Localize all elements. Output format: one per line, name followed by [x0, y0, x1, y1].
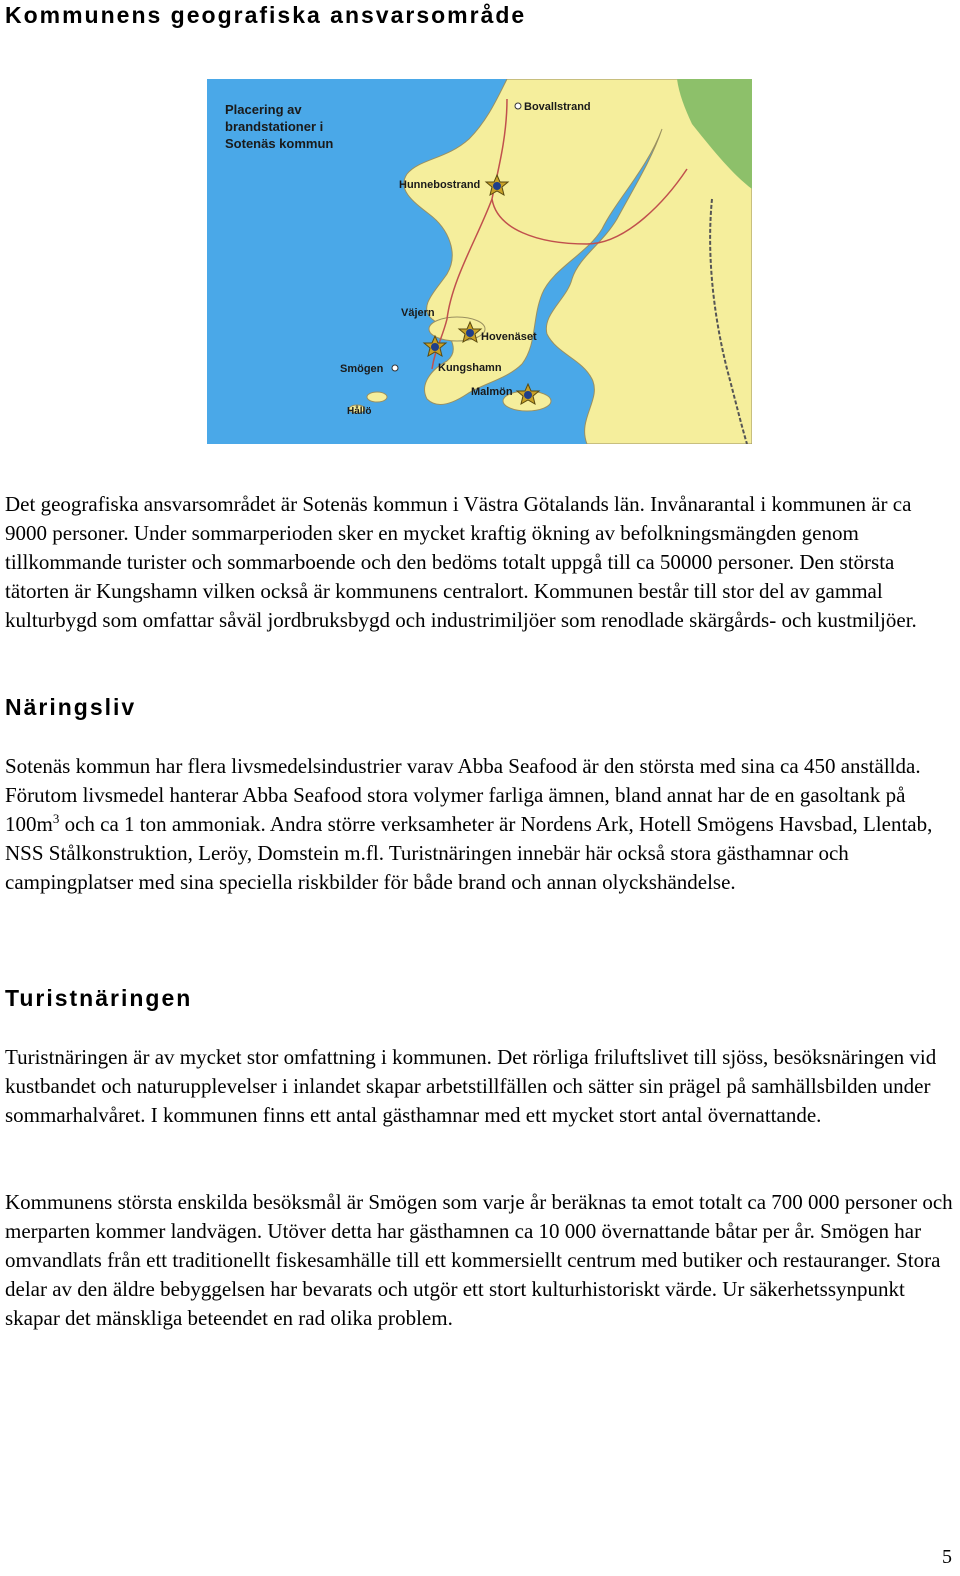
paragraph-naringsliv: [5, 752, 953, 897]
place-label-vajern: Väjern: [401, 307, 435, 319]
section-heading-naringsliv: Näringsliv: [5, 694, 137, 720]
town-marker: [515, 103, 521, 109]
paragraph-turism: Turistnäringen är av mycket stor omfattning i kommunen. Det rörliga friluftslivet till sjöss, besöksnäringen vid kustbandet och naturupplevelser i inlandet skapar arbetstillfällen och sätter sin prägel på samhällsbilden under sommarhalvåret. I kommunen finns ett antal gästhamnar med ett mycket stort antal övernattande.: [5, 1045, 937, 1127]
place-label-malmon: Malmön: [471, 386, 513, 398]
superscript-cubic: 3: [52, 811, 60, 826]
section-heading-turistnaringen: Turistnäringen: [5, 985, 193, 1011]
place-label-hovenaset: Hovenäset: [481, 331, 537, 343]
place-label-hunnebostrand: Hunnebostrand: [399, 179, 481, 191]
page-number: 5: [942, 1546, 952, 1568]
map-title-line: brandstationer i: [225, 119, 324, 134]
paragraph-naringsliv-part1: Sotenäs kommun har flera livsmedelsindustrier varav Abba Seafood är den största med sina ca 450 anställda. Förutom livsmedel hanterar Abba Seafood stora volymer farliga ämnen, bland annat har de en gasoltank på 100m: [5, 754, 921, 836]
place-label-bovallstrand: Bovallstrand: [524, 101, 591, 113]
town-marker: [392, 365, 398, 371]
map-island: [367, 392, 387, 402]
place-label-hallo: Hållö: [347, 406, 372, 417]
paragraph-naringsliv-part2: och ca 1 ton ammoniak. Andra större verksamheter är Nordens Ark, Hotell Smögens Havsbad, Llentab, NSS Stålkonstruktion, Leröy, Domstein m.fl. Turistnäringen innebär här också stora gästhamnar och campingplatser med sina speciella riskbilder för både brand och annan olyckshändelse.: [5, 812, 933, 894]
paragraph-smogen: Kommunens största enskilda besöksmål är Smögen som varje år beräknas ta emot totalt ca 700 000 personer och merparten kommer landvägen. Utöver detta har gästhamnen ca 10 000 övernattande båtar per år. Smögen har omvandlats från ett traditionellt fiskesamhälle till ett kommersiellt centrum med butiker och restauranger. Stora delar av den äldre bebyggelsen har bevarats och utgör ett stort kulturhistoriskt värde. Ur säkerhetssynpunkt skapar det mänskliga beteendet en rad olika problem.: [5, 1190, 953, 1330]
map-title-line: Placering av: [225, 102, 302, 117]
place-label-kungshamn: Kungshamn: [438, 362, 502, 374]
paragraph-geography: Det geografiska ansvarsområdet är Sotenäs kommun i Västra Götalands län. Invånarantal i kommunen är ca 9000 personer. Under sommarperioden sker en mycket kraftig ökning av befolkningsmängden genom tillkommande turister och sommarboende och den bedöms totalt uppgå till ca 50000 personer. Den största tätorten är Kungshamn vilken också är kommunens centralort. Kommunen består till stor del av gammal kulturbygd som omfattar såväl jordbruksbygd och industrimiljöer som renodlade skärgårds- och kustmiljöer.: [5, 492, 917, 632]
page-title: Kommunens geografiska ansvarsområde: [5, 2, 527, 28]
map-title-line: Sotenäs kommun: [225, 136, 334, 151]
place-label-smogen: Smögen: [340, 363, 384, 375]
fire-station-map: [207, 79, 752, 444]
